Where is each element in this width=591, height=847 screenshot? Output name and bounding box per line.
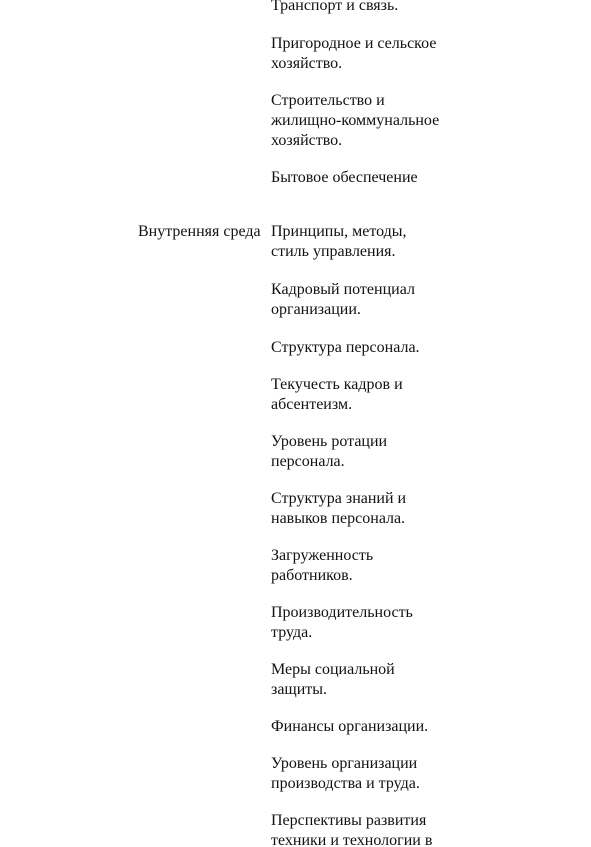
list-item [271,375,403,415]
item-line: Загруженность [271,547,374,564]
list-item [271,280,415,320]
item-line: Принципы, методы, [271,223,407,240]
item-line: Производительность [271,604,413,621]
list-item [271,432,387,472]
item-line: хозяйство. [271,55,343,72]
list-item [271,34,436,74]
item-line: жилищно-коммунальное [271,112,440,129]
item-line: организации. [271,301,361,318]
item-line: техники и технологии в [271,832,433,847]
list-item [271,603,413,643]
list-item [271,660,395,700]
item-line: Уровень организации [271,755,418,772]
item-line: Пригородное и сельское [271,35,437,52]
item-line: Структура персонала. [271,339,420,356]
list-item [271,168,418,188]
item-line: производства и труда. [271,775,420,792]
item-line: Кадровый потенциал [271,281,415,298]
item-line: Финансы организации. [271,718,429,735]
item-line: Текучесть кадров и [271,376,403,393]
list-item [271,811,432,847]
item-line: Меры социальной [271,661,395,678]
list-item [271,717,428,737]
section-label: Внутренняя среда [138,223,261,240]
item-line: Транспорт и связь. [271,0,399,14]
item-line: Уровень ротации [271,433,388,450]
item-line: абсентеизм. [271,396,353,413]
list-item [271,222,407,262]
item-line: Перспективы развития [271,812,427,829]
item-line: работников. [271,567,353,584]
list-item [271,546,373,586]
item-line: Строительство и [271,92,385,109]
list-item [271,338,420,358]
item-line: защиты. [271,681,328,698]
list-item [271,489,406,529]
item-line: Бытовое обеспечение [271,169,418,186]
list-item [271,0,398,16]
item-line: Структура знаний и [271,490,407,507]
list-item [271,754,420,794]
item-line: персонала. [271,453,345,470]
item-line: стиль управления. [271,243,396,260]
item-line: навыков персонала. [271,510,406,527]
list-item [271,91,439,151]
item-line: труда. [271,624,313,641]
item-line: хозяйство. [271,132,343,149]
